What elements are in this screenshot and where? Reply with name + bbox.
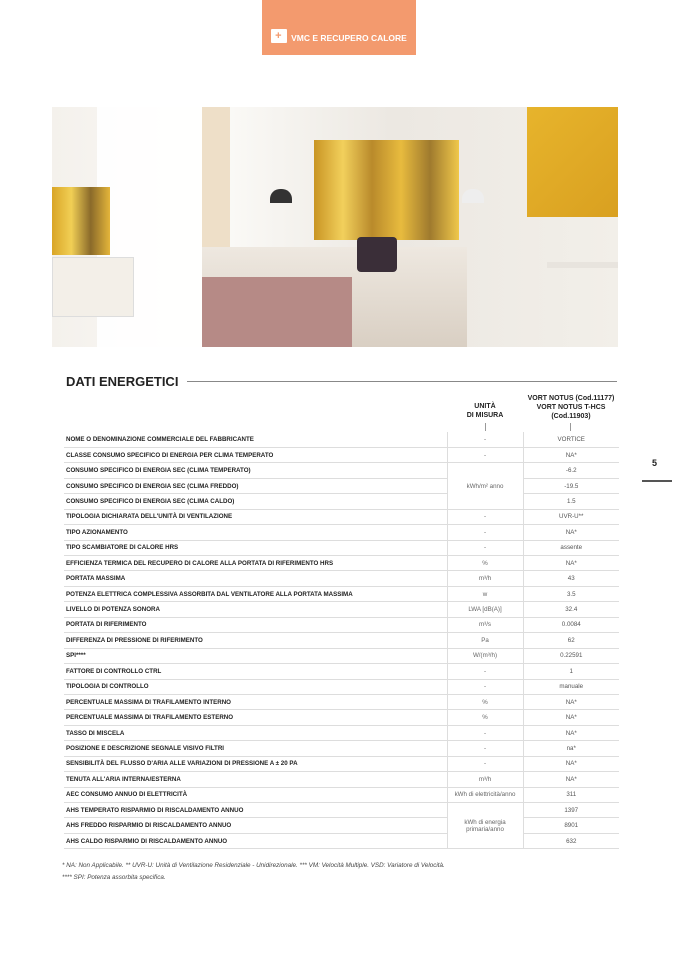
row-value: VORTICE — [523, 432, 619, 447]
table-row — [64, 648, 619, 663]
row-label: AHS FREDDO RISPARMIO DI RISCALDAMENTO ANNUO — [64, 818, 447, 833]
row-unit: - — [447, 540, 523, 555]
row-value: 62 — [523, 633, 619, 648]
row-unit: - — [447, 679, 523, 694]
row-unit: Pa — [447, 633, 523, 648]
row-unit: kWh/m² anno — [447, 463, 523, 509]
unit-column-header — [447, 402, 523, 420]
row-unit: - — [447, 447, 523, 462]
row-value: UVR-U** — [523, 509, 619, 524]
row-label: SPI**** — [64, 648, 447, 663]
row-unit: - — [447, 741, 523, 756]
row-unit: kWh di energia primaria/anno — [447, 803, 523, 849]
row-label: PORTATA MASSIMA — [64, 571, 447, 586]
table-row — [64, 494, 619, 509]
header-tick — [485, 423, 486, 431]
row-unit: m³/h — [447, 772, 523, 787]
table-row — [64, 803, 619, 818]
row-unit: m³/h — [447, 571, 523, 586]
row-value: NA* — [523, 725, 619, 740]
row-value: 0.22591 — [523, 648, 619, 663]
row-unit: - — [447, 525, 523, 540]
row-unit: kWh di elettricità/anno — [447, 787, 523, 802]
row-unit: - — [447, 664, 523, 679]
row-unit: w — [447, 586, 523, 601]
row-label: LIVELLO DI POTENZA SONORA — [64, 602, 447, 617]
row-label: CONSUMO SPECIFICO DI ENERGIA SEC (CLIMA FREDDO) — [64, 478, 447, 493]
row-label: TIPO AZIONAMENTO — [64, 525, 447, 540]
row-unit: m³/s — [447, 617, 523, 632]
row-value: 1 — [523, 664, 619, 679]
table-row — [64, 818, 619, 833]
row-value: 3.5 — [523, 586, 619, 601]
table-row — [64, 833, 619, 848]
table-row — [64, 633, 619, 648]
value-header-line: VORT NOTUS (Cod.11177) — [527, 395, 615, 402]
value-header-line: VORT NOTUS T-HCS — [536, 404, 606, 411]
page-number: 5 — [652, 458, 658, 468]
row-label: CONSUMO SPECIFICO DI ENERGIA SEC (CLIMA CALDO) — [64, 494, 447, 509]
row-unit: - — [447, 725, 523, 740]
table-row — [64, 432, 619, 447]
energy-data-table — [64, 432, 619, 849]
table-row — [64, 679, 619, 694]
row-label: PERCENTUALE MASSIMA DI TRAFILAMENTO INTERNO — [64, 694, 447, 709]
table-row — [64, 617, 619, 632]
row-value: na* — [523, 741, 619, 756]
table-row — [64, 478, 619, 493]
row-label: POSIZIONE E DESCRIZIONE SEGNALE VISIVO FILTRI — [64, 741, 447, 756]
row-unit: % — [447, 710, 523, 725]
row-unit: % — [447, 694, 523, 709]
row-label: AEC CONSUMO ANNUO DI ELETTRICITÀ — [64, 787, 447, 802]
badge-label: VMC E RECUPERO CALORE — [291, 33, 407, 43]
row-value: 1397 — [523, 803, 619, 818]
table-row — [64, 772, 619, 787]
table-row — [64, 741, 619, 756]
table-row — [64, 540, 619, 555]
table-row — [64, 556, 619, 571]
table-row — [64, 571, 619, 586]
row-value: assente — [523, 540, 619, 555]
row-value: NA* — [523, 556, 619, 571]
row-value: manuale — [523, 679, 619, 694]
row-label: NOME O DENOMINAZIONE COMMERCIALE DEL FABBRICANTE — [64, 432, 447, 447]
value-column-header — [523, 394, 619, 421]
table-row — [64, 756, 619, 771]
header-tick — [570, 423, 571, 431]
row-label: AHS TEMPERATO RISPARMIO DI RISCALDAMENTO ANNUO — [64, 803, 447, 818]
row-value: NA* — [523, 710, 619, 725]
row-unit: - — [447, 509, 523, 524]
row-label: PORTATA DI RIFERIMENTO — [64, 617, 447, 632]
row-value: NA* — [523, 525, 619, 540]
row-label: CLASSE CONSUMO SPECIFICO DI ENERGIA PER CLIMA TEMPERATO — [64, 447, 447, 462]
row-value: NA* — [523, 694, 619, 709]
row-label: TIPO SCAMBIATORE DI CALORE HRS — [64, 540, 447, 555]
table-row — [64, 664, 619, 679]
table-row — [64, 463, 619, 478]
value-header-line: (Cod.11903) — [551, 413, 591, 420]
table-row — [64, 525, 619, 540]
row-value: 0.0084 — [523, 617, 619, 632]
row-label: TASSO DI MISCELA — [64, 725, 447, 740]
row-label: POTENZA ELETTRICA COMPLESSIVA ASSORBITA DAL VENTILATORE ALLA PORTATA MASSIMA — [64, 586, 447, 601]
row-value: 1.5 — [523, 494, 619, 509]
table-row — [64, 710, 619, 725]
row-unit: W/(m³/h) — [447, 648, 523, 663]
table-row — [64, 586, 619, 601]
row-label: SENSIBILITÀ DEL FLUSSO D'ARIA ALLE VARIAZIONI DI PRESSIONE A ± 20 PA — [64, 756, 447, 771]
table-row — [64, 787, 619, 802]
unit-header-line: DI MISURA — [466, 412, 504, 419]
row-label: FATTORE DI CONTROLLO CTRL — [64, 664, 447, 679]
table-row — [64, 602, 619, 617]
row-unit: - — [447, 432, 523, 447]
row-label: TIPOLOGIA DICHIARATA DELL'UNITÀ DI VENTILAZIONE — [64, 509, 447, 524]
row-value: 43 — [523, 571, 619, 586]
row-value: -6.2 — [523, 463, 619, 478]
table-row — [64, 694, 619, 709]
row-value: NA* — [523, 447, 619, 462]
row-label: PERCENTUALE MASSIMA DI TRAFILAMENTO ESTERNO — [64, 710, 447, 725]
footnote: **** SPI: Potenza assorbita specifica. — [62, 874, 166, 881]
footnotes — [62, 860, 445, 884]
table-row — [64, 447, 619, 462]
row-value: 632 — [523, 833, 619, 848]
section-title: DATI ENERGETICI — [66, 374, 179, 389]
row-label: EFFICIENZA TERMICA DEL RECUPERO DI CALORE ALLA PORTATA DI RIFERIMENTO HRS — [64, 556, 447, 571]
row-value: -19.5 — [523, 478, 619, 493]
row-value: NA* — [523, 756, 619, 771]
row-unit: LWA [dB(A)] — [447, 602, 523, 617]
row-value: NA* — [523, 772, 619, 787]
row-unit: - — [447, 756, 523, 771]
row-label: TIPOLOGIA DI CONTROLLO — [64, 679, 447, 694]
row-label: CONSUMO SPECIFICO DI ENERGIA SEC (CLIMA TEMPERATO) — [64, 463, 447, 478]
row-value: 32.4 — [523, 602, 619, 617]
house-plus-icon — [271, 29, 287, 43]
table-row — [64, 725, 619, 740]
row-label: AHS CALDO RISPARMIO DI RISCALDAMENTO ANNUO — [64, 833, 447, 848]
page-marker-line — [642, 480, 672, 482]
row-value: 8901 — [523, 818, 619, 833]
section-badge — [262, 0, 416, 55]
row-value: 311 — [523, 787, 619, 802]
row-unit: % — [447, 556, 523, 571]
title-rule — [187, 381, 617, 382]
bedroom-photo — [52, 107, 618, 347]
row-label: TENUTA ALL'ARIA INTERNA/ESTERNA — [64, 772, 447, 787]
table-row — [64, 509, 619, 524]
footnote: * NA: Non Applicabile. ** UVR-U: Unità di Ventilazione Residenziale - Unidirezionale. *** VM: Velocità Multiple. VSD: Variatore di Velocità. — [62, 862, 445, 869]
row-label: DIFFERENZA DI PRESSIONE DI RIFERIMENTO — [64, 633, 447, 648]
unit-header-line: UNITÀ — [474, 403, 496, 410]
